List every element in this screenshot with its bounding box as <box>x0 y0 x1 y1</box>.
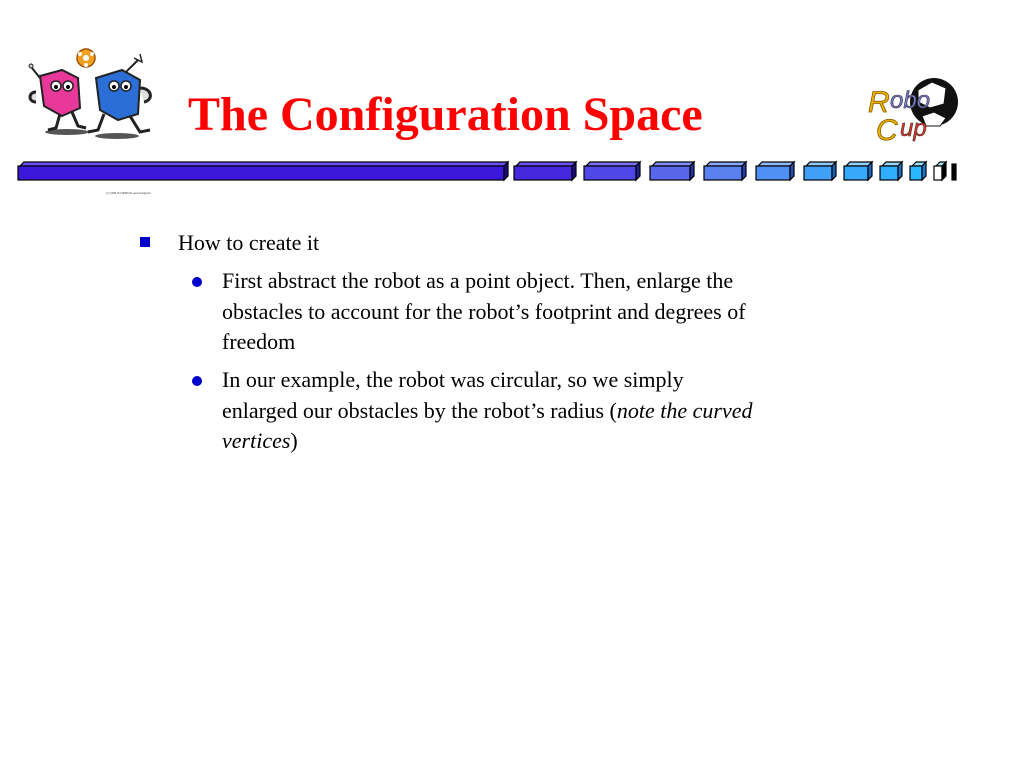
sub-bullet-abstract-robot <box>222 266 922 358</box>
text-segment: enlarged our obstacles by the robot’s radius ( <box>222 397 617 423</box>
slide-title: The Configuration Space <box>188 88 703 141</box>
text-line: obstacles to account for the robot’s footprint and degrees of <box>222 298 746 324</box>
italic-note: note the curved <box>616 397 753 423</box>
text-line: freedom <box>222 329 296 354</box>
logo-caption: (c) 1998 SCORPIO K.Arai Integrator <box>106 191 152 195</box>
robocup-letters-up: up <box>900 115 927 142</box>
robocup-letters-obo: obo <box>890 87 931 114</box>
text-line <box>222 426 922 457</box>
round-bullet-icon <box>192 277 202 287</box>
bullet-how-to-create: How to create it <box>178 230 320 255</box>
text-line: In our example, the robot was circular, so we simply <box>222 367 684 392</box>
text-segment: ) <box>290 428 298 453</box>
square-bullet-icon <box>140 237 150 247</box>
text-line: First abstract the robot as a point object. Then, enlarge the <box>222 268 734 293</box>
robocup-letter-r: R <box>868 86 890 119</box>
round-bullet-icon <box>192 376 202 386</box>
text-line <box>222 396 922 427</box>
sub-bullet-circular-example <box>222 365 922 457</box>
robocup-letter-c: C <box>876 114 898 147</box>
italic-note: vertices <box>222 428 291 453</box>
